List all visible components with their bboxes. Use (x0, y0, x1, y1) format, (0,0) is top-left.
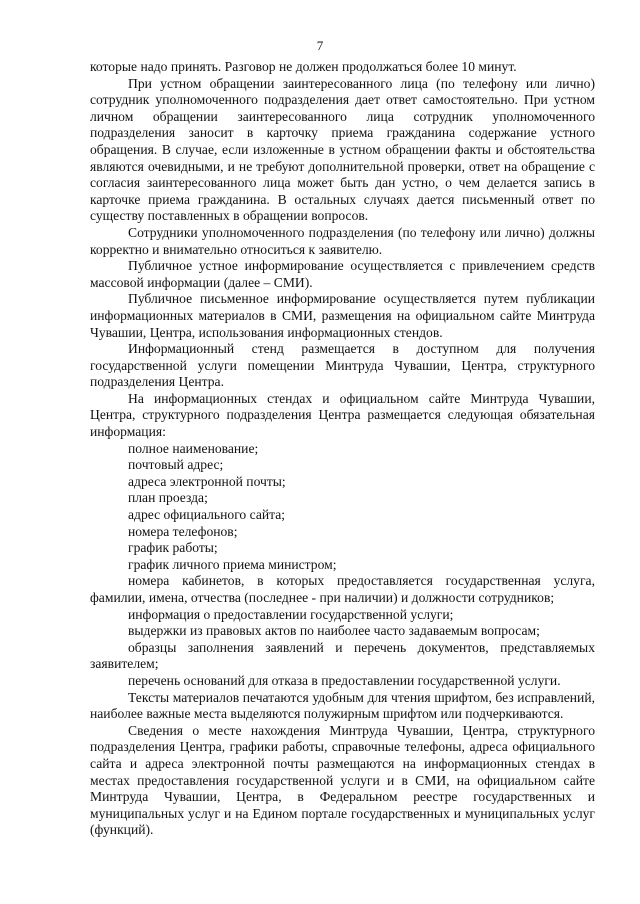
list-item: почтовый адрес; (128, 457, 224, 473)
paragraph: Сотрудники уполномоченного подразделения (по телефону или лично) должны корректно и внимательно относиться к заявителю. (90, 224, 595, 257)
list-item: номера кабинетов, в которых предоставляется государственная услуга, фамилии, имена, отчества (последнее - при наличии) и должности сотрудников; (90, 573, 595, 605)
paragraph: При устном обращении заинтересованного лица (по телефону или лично) сотрудник уполномоченного подразделения дает ответ самостоятельно. При устном личном обращении заинтересованного лица сотрудник уполномоченного подразделения заносит в карточку приема гражданина содержание устного обращения. В случае, если изложенные в устном обращении факты и обстоятельства являются очевидными, и не требуют дополнительной проверки, ответ на обращение с согласия заинтересованного лица может быть дан устно, о чем делается запись в карточке приема гражданина. В остальных случаях дается письменный ответ по существу поставленных в обращении вопросов. (90, 75, 595, 224)
list-item: адреса электронной почты; (128, 473, 286, 489)
list-item: полное наименование; (128, 440, 259, 456)
list-item: адрес официального сайта; (128, 507, 286, 523)
list-item: номера телефонов; (128, 523, 238, 539)
page-number: 7 (316, 38, 324, 53)
list-item: перечень оснований для отказа в предоставлении государственной услуги. (128, 672, 561, 688)
list-item: информация о предоставлении государственной услуги; (128, 606, 454, 622)
paragraph: Публичное устное информирование осуществляется с привлечением средств массовой информации (далее – СМИ). (90, 258, 595, 290)
list-item: график работы; (128, 540, 218, 556)
list-item: выдержки из правовых актов по наиболее часто задаваемым вопросам; (128, 623, 540, 639)
list-item: план проезда; (128, 490, 208, 506)
paragraph-continuation: которые надо принять. Разговор не должен продолжаться более 10 минут. (90, 59, 517, 74)
paragraph: Информационный стенд размещается в доступном для получения государственной услуги помещении Минтруда Чувашии, Центра, структурного подразделения Центра. (90, 341, 595, 390)
paragraph: Сведения о месте нахождения Минтруда Чувашии, Центра, структурного подразделения Центра, графики работы, справочные телефоны, адреса официального сайта и адреса электронной почты размещаются на информационных стендах в местах предоставления государственной услуги и в СМИ, на официальном сайте Минтруда Чувашии, Центра, в Федеральном реестре государственных и муниципальных услуг и на Едином портале государственных и муниципальных услуг (функций). (90, 722, 595, 838)
paragraph: На информационных стендах и официальном сайте Минтруда Чувашии, Центра, структурного подразделения Центра размещается следующая обязательная информация: (90, 390, 595, 440)
paragraph: Тексты материалов печатаются удобным для чтения шрифтом, без исправлений, наиболее важные места выделяются полужирным шрифтом или подчеркиваются. (90, 689, 595, 722)
list-item: образцы заполнения заявлений и перечень документов, представляемых заявителем; (90, 639, 595, 672)
list-item: график личного приема министром; (128, 556, 337, 572)
document-body (90, 59, 595, 839)
paragraph: Публичное письменное информирование осуществляется путем публикации информационных материалов в СМИ, размещения на официальном сайте Минтруда Чувашии, Центра, использования информационных стендов. (90, 291, 595, 340)
